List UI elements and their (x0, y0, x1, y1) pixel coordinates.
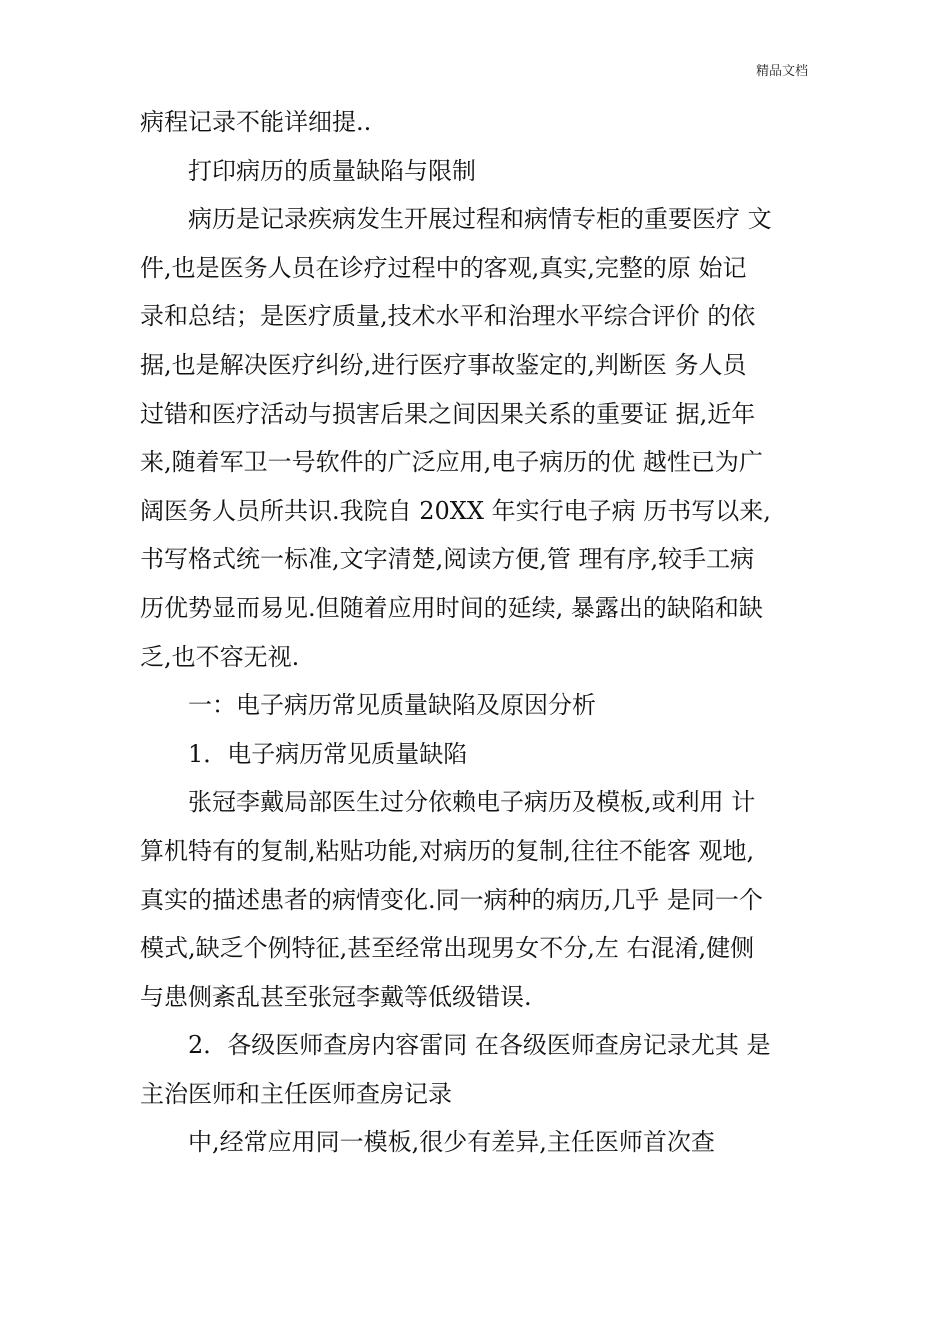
header-mark: 精品文档 (755, 64, 808, 79)
subsection-heading-2: 2．各级医师查房内容雷同 在各级医师查房记录尤其 是 (188, 1031, 771, 1060)
text-line-18: 模式,缺乏个例特征,甚至经常出现男女不分,左 右混淆,健侧 (140, 934, 755, 963)
text-line-19: 与患侧紊乱甚至张冠李戴等低级错误. (140, 982, 532, 1011)
section-heading-1: 一：电子病历常见质量缺陷及原因分析 (188, 691, 596, 720)
text-line-4: 件,也是医务人员在诊疗过程中的客观,真实,完整的原 始记 (140, 253, 747, 282)
text-line-7: 过错和医疗活动与损害后果之间因果关系的重要证 据,近年 (140, 399, 756, 428)
text-line-12: 乏,也不容无视. (140, 642, 300, 671)
text-line-15: 张冠李戴局部医生过分依赖电子病历及模板,或利用 计 (188, 788, 756, 817)
text-line-1: 病程记录不能详细提.. (140, 108, 372, 136)
text-line-16: 算机特有的复制,粘贴功能,对病历的复制,往往不能客 观地, (140, 836, 755, 865)
text-line-17: 真实的描述患者的病情变化.同一病种的病历,几乎 是同一个 (140, 885, 763, 914)
text-line-3: 病历是记录疾病发生开展过程和病情专柜的重要医疗 文 (188, 205, 772, 234)
text-line-22: 中,经常应用同一模板,很少有差异,主任医师首次查 (188, 1128, 715, 1157)
subsection-heading-1: 1．电子病历常见质量缺陷 (188, 739, 468, 768)
text-line-9: 阔医务人员所共识.我院自 20XX 年实行电子病 历书写以来, (140, 496, 771, 525)
text-line-10: 书写格式统一标准,文字清楚,阅读方便,管 理有序,较手工病 (140, 545, 755, 574)
text-line-21: 主治医师和主任医师查房记录 (140, 1079, 452, 1108)
text-line-6: 据,也是解决医疗纠纷,进行医疗事故鉴定的,判断医 务人员 (140, 350, 747, 379)
section-heading: 打印病历的质量缺陷与限制 (188, 156, 476, 185)
text-line-11: 历优势显而易见.但随着应用时间的延续, 暴露出的缺陷和缺 (140, 593, 763, 622)
document-body (140, 98, 820, 1167)
text-line-5: 录和总结；是医疗质量,技术水平和治理水平综合评价 的依 (140, 302, 756, 331)
text-line-8: 来,随着军卫一号软件的广泛应用,电子病历的优 越性已为广 (140, 448, 763, 477)
